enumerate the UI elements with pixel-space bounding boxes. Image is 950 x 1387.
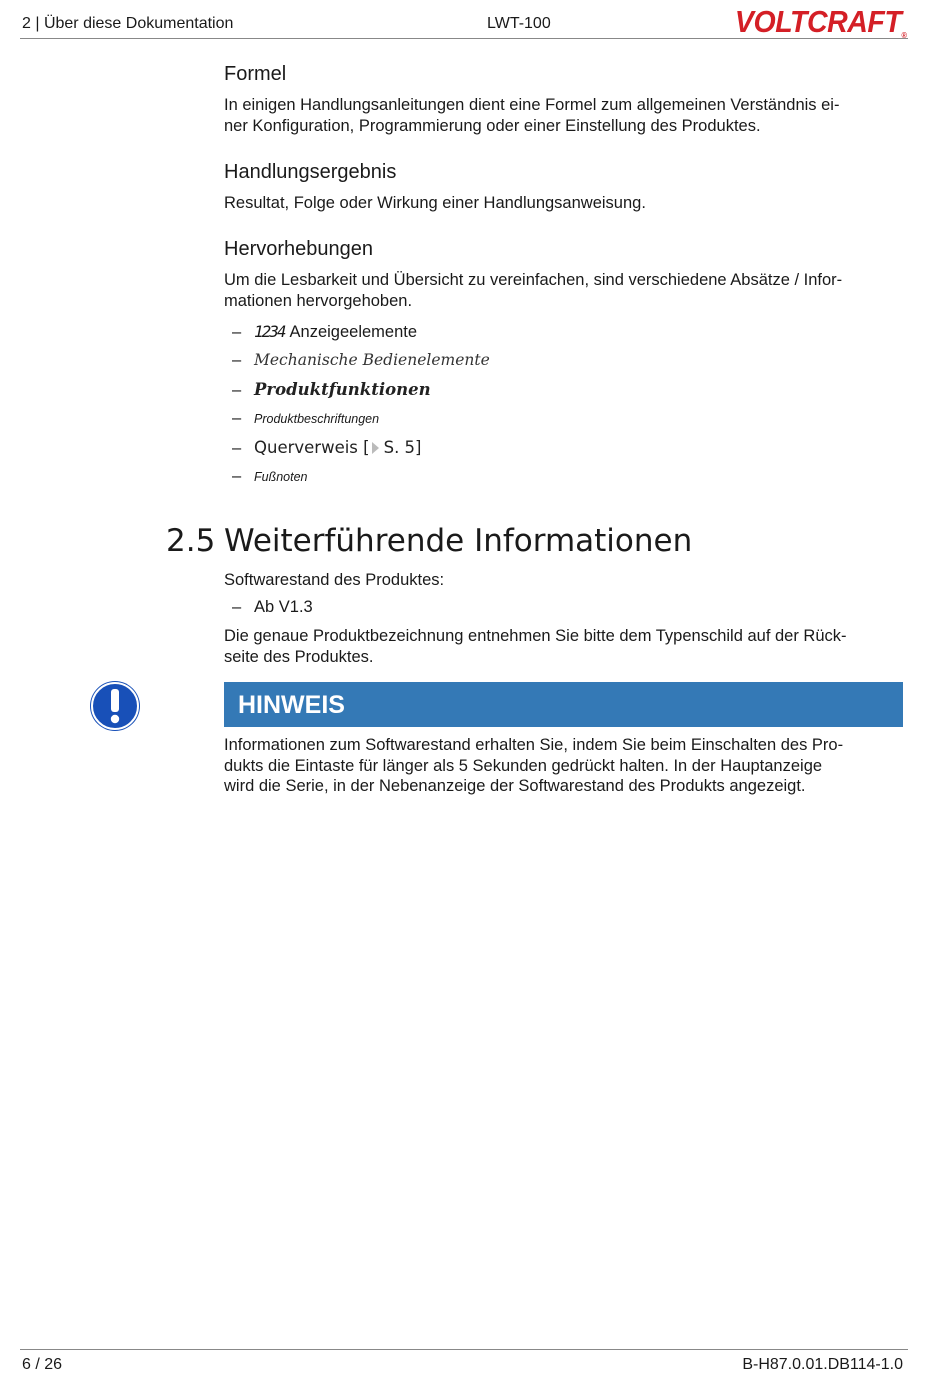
- xref-page-link[interactable]: S. 5]: [383, 438, 422, 457]
- page-number: 6 / 26: [22, 1356, 63, 1373]
- list-item-functions: [232, 380, 431, 400]
- list-dash: –: [232, 598, 242, 616]
- notice-text-line1: Informationen zum Softwarestand erhalten Sie, indem Sie beim Einschalten des Pro-: [224, 736, 844, 754]
- logo-text: VOLTCRAFT: [734, 4, 902, 39]
- xref-text: Querverweis [: [254, 438, 370, 457]
- version-label: Ab V1.3: [254, 598, 313, 616]
- ergebnis-text: Resultat, Folge oder Wirkung einer Handlungsanweisung.: [224, 194, 646, 212]
- functions-label: Produktfunktionen: [254, 380, 431, 399]
- footnotes-label: Fußnoten: [254, 470, 308, 484]
- list-item-footnotes: [232, 467, 308, 486]
- list-item-xref: [232, 438, 422, 458]
- display-digits: 1234: [254, 322, 285, 341]
- mechanical-label: Mechanische Bedienelemente: [254, 351, 490, 369]
- header-section-title: 2 | Über diese Dokumentation: [22, 15, 234, 32]
- heading-hervorhebungen: Hervorhebungen: [224, 238, 373, 260]
- formel-text-line1: In einigen Handlungsanleitungen dient eine Formel zum allgemeinen Verständnis ei-: [224, 96, 840, 114]
- list-dash: –: [232, 381, 242, 399]
- voltcraft-logo: [735, 4, 906, 40]
- chapter-number: 2.5: [166, 523, 216, 559]
- notice-banner: [224, 682, 903, 727]
- list-dash: –: [232, 323, 242, 341]
- notice-text-line2: dukts die Eintaste für länger als 5 Sekunden gedrückt halten. In der Hauptanzeige: [224, 757, 823, 775]
- xref-arrow-icon: [372, 442, 379, 454]
- chapter-title: Weiterführende Informationen: [224, 523, 693, 559]
- chapter-text-line1: Die genaue Produktbezeichnung entnehmen Sie bitte dem Typenschild auf der Rück-: [224, 627, 847, 645]
- notice-text-line3: wird die Serie, in der Nebenanzeige der Softwarestand des Produkts angezeigt.: [224, 777, 806, 795]
- heading-handlungsergebnis: Handlungsergebnis: [224, 161, 397, 183]
- chapter-text-line2: seite des Produktes.: [224, 648, 374, 666]
- list-dash: –: [232, 351, 242, 369]
- list-item-display: [232, 322, 417, 342]
- document-id: B-H87.0.01.DB114-1.0: [742, 1356, 903, 1373]
- formel-text-line2: ner Konfiguration, Programmierung oder einer Einstellung des Produktes.: [224, 117, 761, 135]
- heading-formel: Formel: [224, 63, 287, 85]
- page-header: [20, 0, 908, 39]
- list-dash: –: [232, 439, 242, 457]
- exclamation-circle-icon: [90, 681, 140, 731]
- header-product-name: LWT-100: [487, 15, 551, 32]
- software-label: Softwarestand des Produktes:: [224, 571, 445, 589]
- logo-registered-mark: ®: [901, 31, 906, 40]
- notice-title: HINWEIS: [238, 691, 345, 719]
- list-item-labels: [232, 409, 379, 428]
- page-footer: [20, 1349, 908, 1380]
- hervorhebungen-text-line2: mationen hervorgehoben.: [224, 292, 413, 310]
- list-item-version: [232, 598, 313, 617]
- hervorhebungen-text-line1: Um die Lesbarkeit und Übersicht zu vereinfachen, sind verschiedene Absätze / Infor-: [224, 271, 843, 289]
- list-dash: –: [232, 467, 242, 485]
- list-item-mechanical: [232, 351, 490, 370]
- labels-label: Produktbeschriftungen: [254, 412, 380, 426]
- list-dash: –: [232, 409, 242, 427]
- display-label: Anzeigeelemente: [289, 323, 418, 341]
